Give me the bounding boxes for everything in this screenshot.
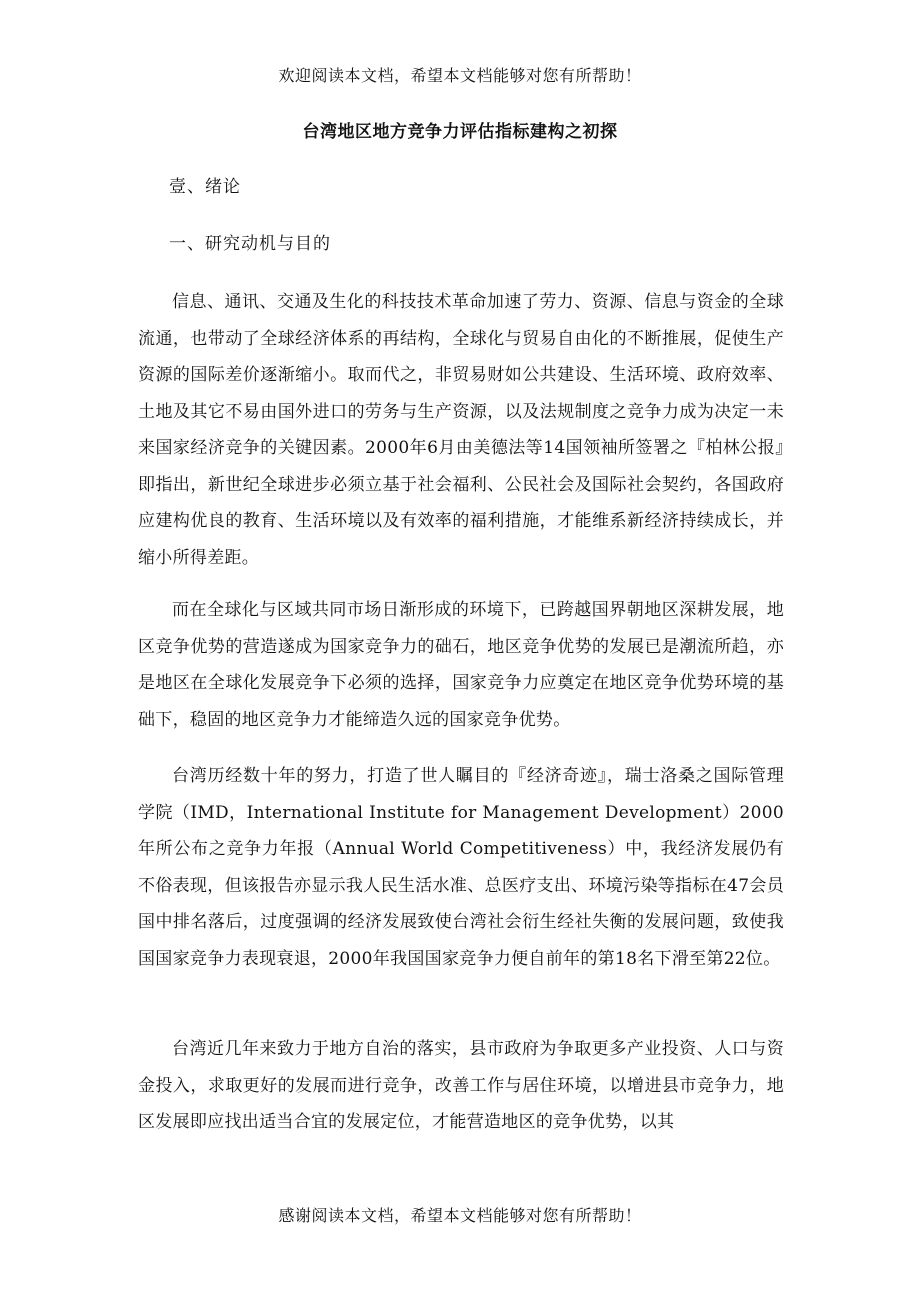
paragraph-2: 而在全球化与区域共同市场日渐形成的环境下，已跨越国界朝地区深耕发展，地区竞争优势的营造遂成为国家竞争力的础石，地区竞争优势的发展已是潮流所趋，亦是地区在全球化发展竞争下必须的选择，国家竞争力应奠定在地区竞争优势环境的基础下，稳固的地区竞争力才能缔造久远的国家竞争优势。: [138, 600, 784, 730]
paragraph-3: 台湾历经数十年的努力，打造了世人瞩目的『经济奇迹』，瑞士洛桑之国际管理学院（IMD，International Institute for Management Development）2000年所公布之竞争力年报（Annual World Competitiveness）中，我经济发展仍有不俗表现，但该报告亦显示我人民生活水准、总医疗支出、环境污染等指标在47会员国中排名落后，过度强调的经济发展致使台湾社会衍生经社失衡的发展问题，致使我国国家竞争力表现衰退，2000年我国国家竞争力便自前年的第18名下滑至第22位。: [138, 766, 784, 969]
paragraph-1: 信息、通讯、交通及生化的科技技术革命加速了劳力、资源、信息与资金的全球流通，也带动了全球经济体系的再结构，全球化与贸易自由化的不断推展，促使生产资源的国际差价逐渐缩小。取而代之，非贸易财如公共建设、生活环境、政府效率、土地及其它不易由国外进口的劳务与生产资源，以及法规制度之竞争力成为决定一未来国家经济竞争的关键因素。2000年6月由美德法等14国领袖所签署之『柏林公报』即指出，新世纪全球进步必须立基于社会福利、公民社会及国际社会契约，各国政府应建构优良的教育、生活环境以及有效率的福利措施，才能维系新经济持续成长，并缩小所得差距。: [138, 292, 784, 568]
header-note: 欢迎阅读本文档，希望本文档能够对您有所帮助！: [278, 66, 642, 85]
subsection-heading: 一、研究动机与目的: [169, 234, 331, 254]
document-title: 台湾地区地方竞争力评估指标建构之初探: [302, 122, 618, 142]
paragraph-4: 台湾近几年来致力于地方自治的落实，县市政府为争取更多产业投资、人口与资金投入，求取更好的发展而进行竞争，改善工作与居住环境，以增进县市竞争力，地区发展即应找出适当合宜的发展定位，才能营造地区的竞争优势，以其: [138, 1039, 784, 1132]
section-heading: 壹、绪论: [169, 177, 241, 197]
footer-note: 感谢阅读本文档，希望本文档能够对您有所帮助！: [278, 1206, 642, 1225]
